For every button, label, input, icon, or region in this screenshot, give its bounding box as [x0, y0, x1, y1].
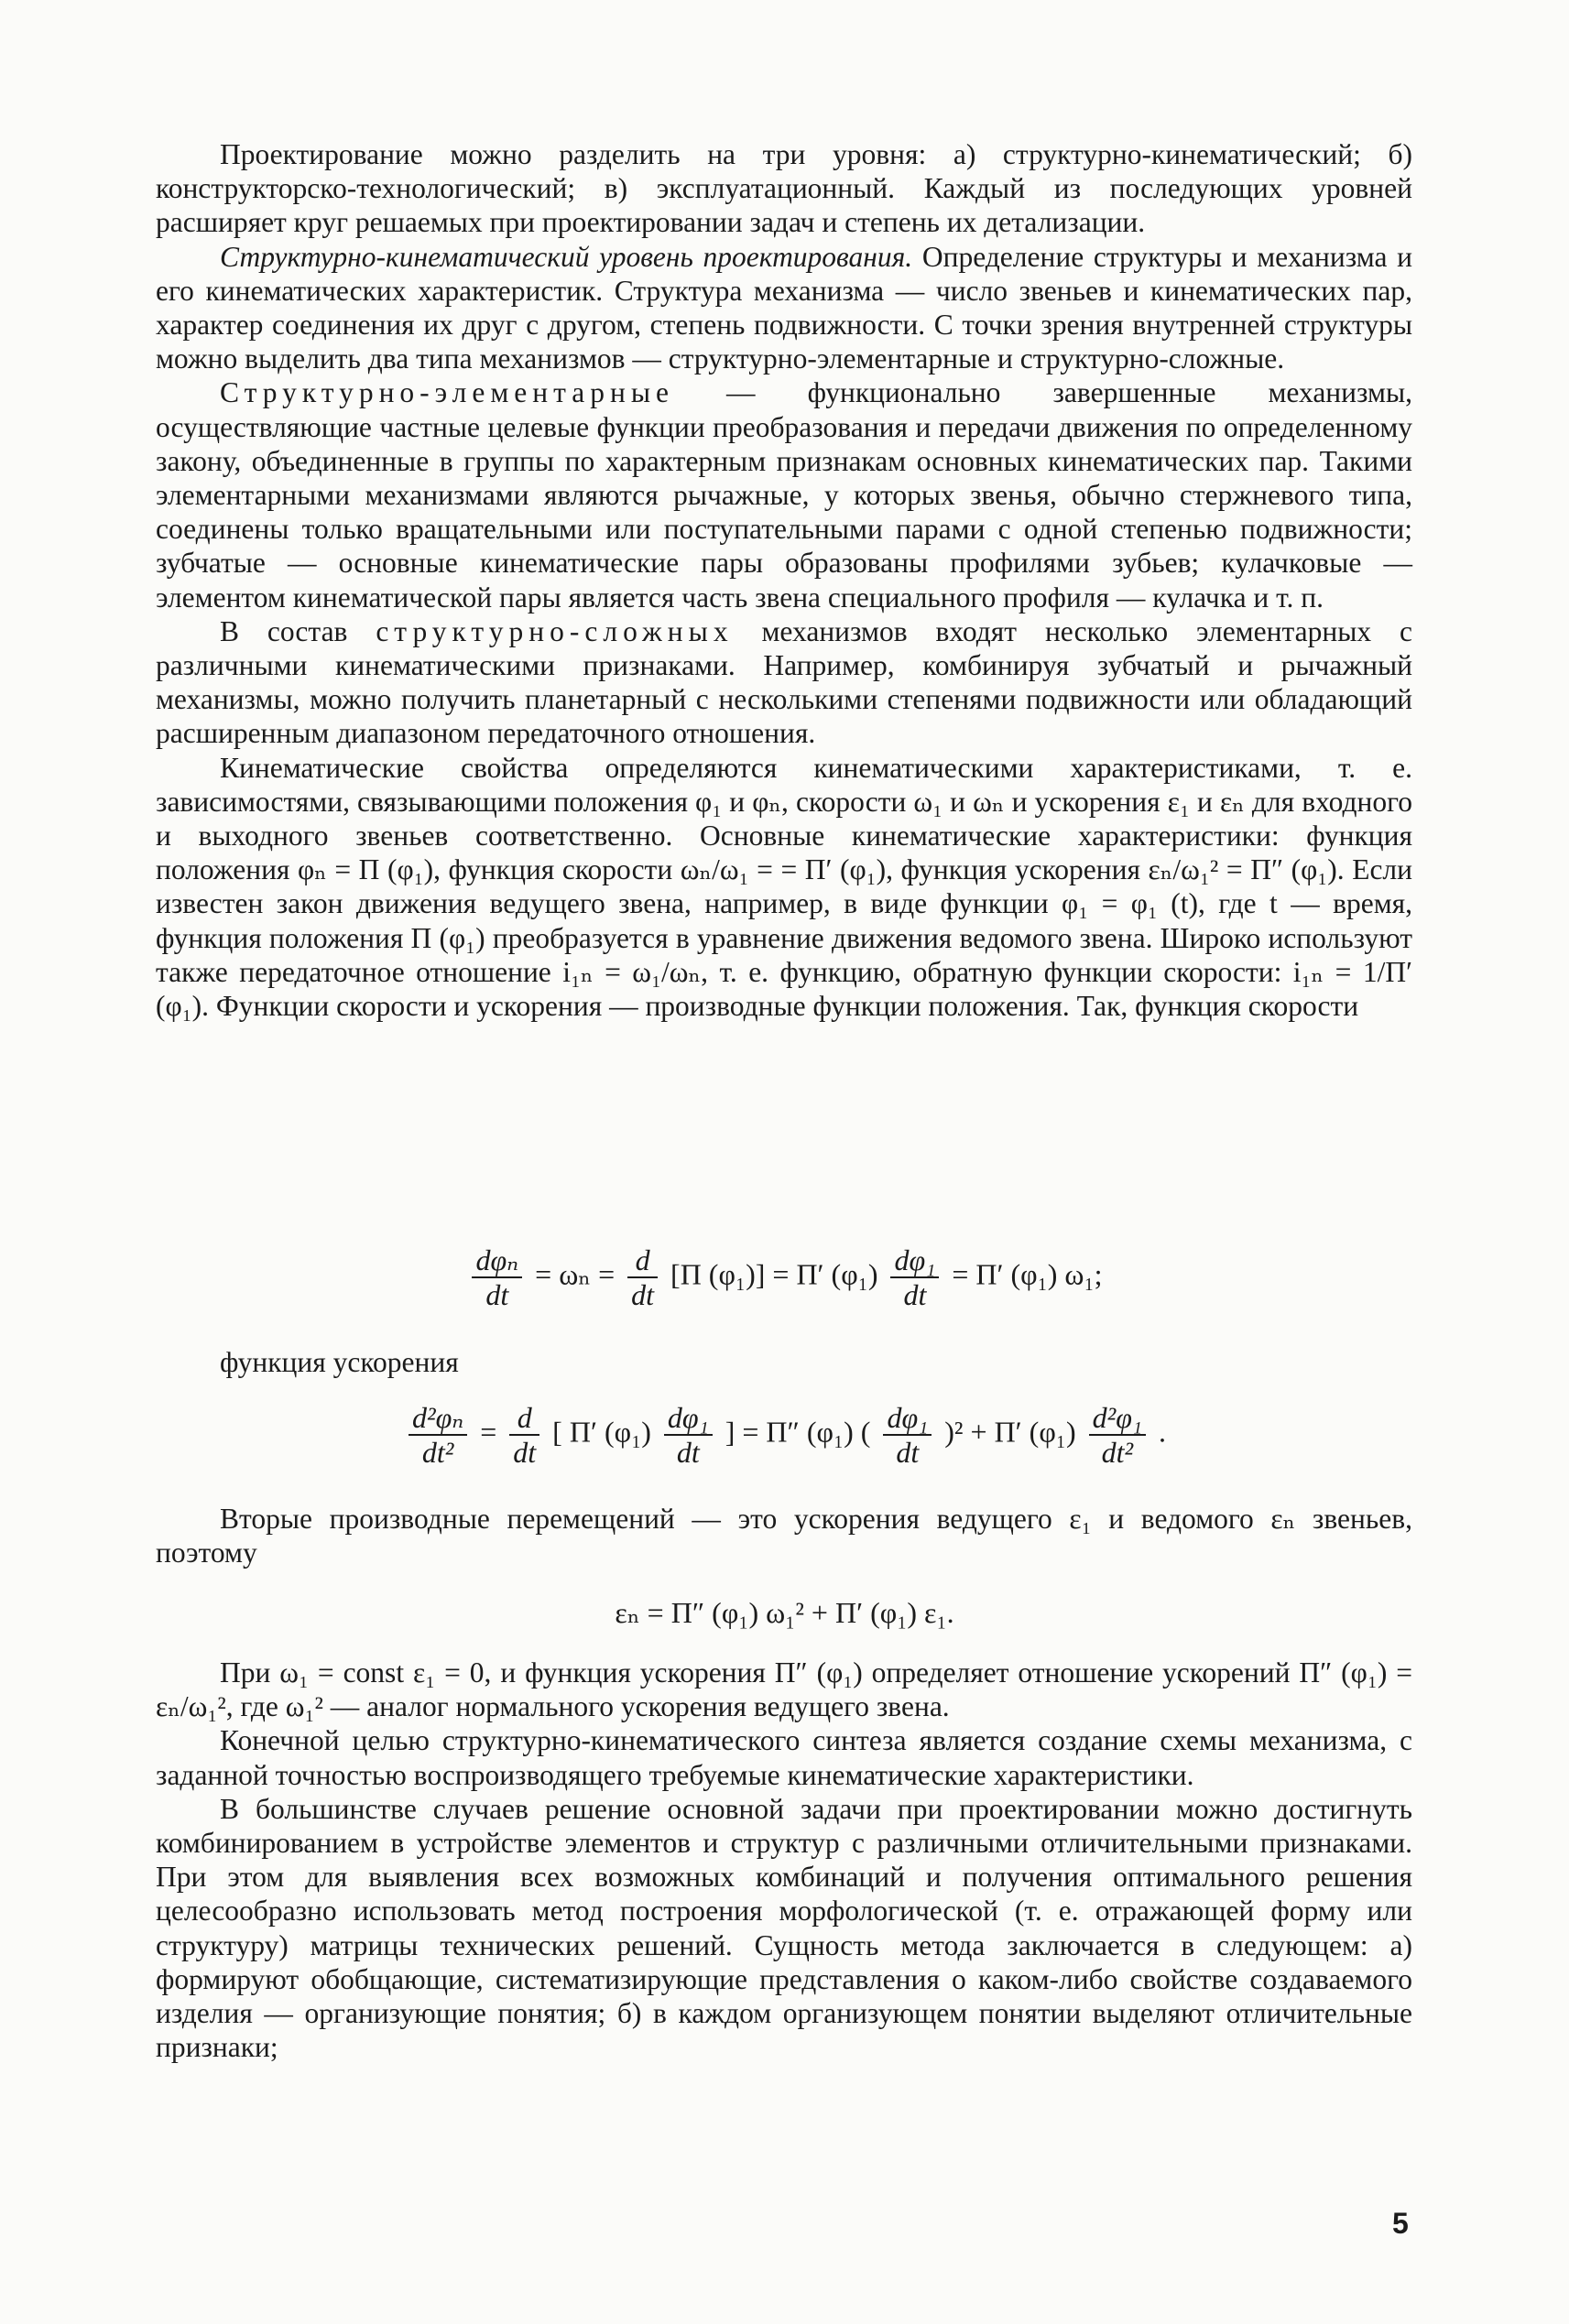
term-complex-prefix: В состав [220, 614, 348, 647]
paragraph-second: Вторые производные перемещений — это ускорения ведущего ε₁ и ведомого εₙ звеньев, поэтому [156, 1503, 1412, 1569]
text-column-bottom [156, 1656, 1412, 2064]
fraction: $\frac{\text{dφ₁}}{dt}$ [883, 1401, 932, 1469]
formula-part: . [1159, 1415, 1167, 1449]
text-column-top [156, 137, 1412, 1023]
formula-part: ] = П″ (φ₁) ( [725, 1415, 871, 1449]
formula-part: [П (φ₁)] = П′ (φ₁) [670, 1257, 878, 1291]
formula-part: )² + П′ (φ₁) [944, 1415, 1076, 1449]
formula-acceleration-n: εₙ = П″ (φ₁) ω₁² + П′ (φ₁) ε₁. [615, 1596, 954, 1629]
paragraph-kinematic: Кинематические свойства определяются кинематическими характеристиками, т. е. зависимостями, связывающими положения φ₁ и φₙ, скорости ω₁ и ωₙ и ускорения ε₁ и εₙ для входного и выходного звеньев соответственно. Основные кинематические характеристики: функция положения φₙ = П (φ₁), функция скорости ωₙ/ω₁ = = П′ (φ₁), функция ускорения εₙ/ω₁² = П″ (φ₁). Если известен закон движения ведущего звена, например, в виде функции φ₁ = φ₁ (t), где t — время, функция положения П (φ₁) преобразуется в уравнение движения ведомого звена. Широко используют также передаточное отношение i₁ₙ = ω₁/ωₙ, т. е. функцию, обратную функции скорости: i₁ₙ = 1/П′ (φ₁). Функции скорости и ускорения — производные функции положения. Так, функция скорости [156, 751, 1412, 1023]
paragraph-intro: Проектирование можно разделить на три уровня: а) структурно-кинематический; б) конструкторско-технологический; в) эксплуатационный. Каждый из последующих уровней расширяет круг решаемых при проектировании задач и степень их детализации. [156, 138, 1412, 239]
fraction: $\frac{\text{dφ₁}}{dt}$ [664, 1401, 713, 1469]
formula-part: [ П′ (φ₁) [552, 1415, 651, 1449]
formula-acceleration [0, 1401, 1569, 1469]
paragraph-level [156, 240, 1412, 376]
paragraph-goal: Конечной целью структурно-кинематического синтеза является создание схемы механизма, с заданной точностью воспроизводящего требуемые кинематические характеристики. [156, 1724, 1412, 1791]
text-second-derivatives [156, 1502, 1412, 1569]
formula-velocity [0, 1243, 1569, 1311]
paragraph-method: В большинстве случаев решение основной задачи при проектировании можно достигнуть комбинированием в устройстве элементов и структур с различными отличительными признаками. При этом для выявления всех возможных комбинаций и получения оптимального решения целесообразно использовать метод построения морфологической (т. е. отражающей форму или структуру) матрицы технических решений. Сущность метода заключается в следующем: а) формируют обобщающие, систематизирующие представления о каком-либо свойстве создаваемого изделия — организующие понятия; б) в каждом организующем понятии выделяют отличительные признаки; [156, 1792, 1412, 2064]
paragraph-level-text: Определение структуры и механизма и его кинематических характеристик. Структура механизма — число звеньев и кинематических пар, характер соединения их друг с другом, степень подвижности. С точки зрения внутренней структуры можно выделить два типа механизмов — структурно-элементарные и структурно-сложные. [156, 240, 1412, 375]
term-complex: структурно-сложных [376, 614, 734, 647]
formula-part: = ωₙ = [535, 1257, 616, 1291]
paragraph-complex-text: механизмов входят несколько элементарных с различными кинематическими признаками. Например, комбинируя зубчатый и рычажный механизмы, можно получить планетарный с несколькими степенями подвижности или обладающий расширенным диапазоном передаточного отношения. [156, 614, 1412, 750]
page-number: 5 [1392, 2207, 1409, 2240]
paragraph-complex [156, 614, 1412, 751]
formula-part: = [480, 1415, 497, 1449]
paragraph-elementary-text: — функционально завершенные механизмы, осуществляющие частные целевые функции преобразования и передачи движения по определенному закону, объединенные в группы по характерным признакам основных кинематических пар. Такими элементарными механизмами являются рычажные, у которых звенья, обычно стержневого типа, соединены только вращательными или поступательными парами с одной степенью подвижности; зубчатые — основные кинематические пары образованы профилями зубьев; кулачковые — элементом кинематической пары является часть звена специального профиля — кулачка и т. п. [156, 376, 1412, 614]
level-heading: Структурно-кинематический уровень проектирования. [220, 240, 913, 273]
fraction: $\frac{d}{dt}$ [509, 1401, 539, 1469]
formula-part: = П′ (φ₁) ω₁; [952, 1257, 1103, 1291]
paragraph-elementary [156, 375, 1412, 614]
fraction: $\frac{\text{dφₙ}}{dt}$ [472, 1243, 522, 1311]
term-elementary: Структурно-элементарные [220, 376, 674, 409]
paragraph-const: При ω₁ = const ε₁ = 0, и функция ускорения П″ (φ₁) определяет отношение ускорений П″ (φ₁) = εₙ/ω₁², где ω₁² — аналог нормального ускорения ведущего звена. [156, 1656, 1412, 1723]
fraction: $\frac{d}{dt}$ [627, 1243, 658, 1311]
fraction: $\frac{\text{d²φₙ}}{\text{dt²}}$ [409, 1401, 467, 1469]
fraction: $\frac{\text{d²φ₁}}{\text{dt²}}$ [1089, 1401, 1146, 1469]
fraction: $\frac{\text{dφ₁}}{dt}$ [890, 1243, 939, 1311]
label-acceleration: функция ускорения [220, 1346, 459, 1378]
